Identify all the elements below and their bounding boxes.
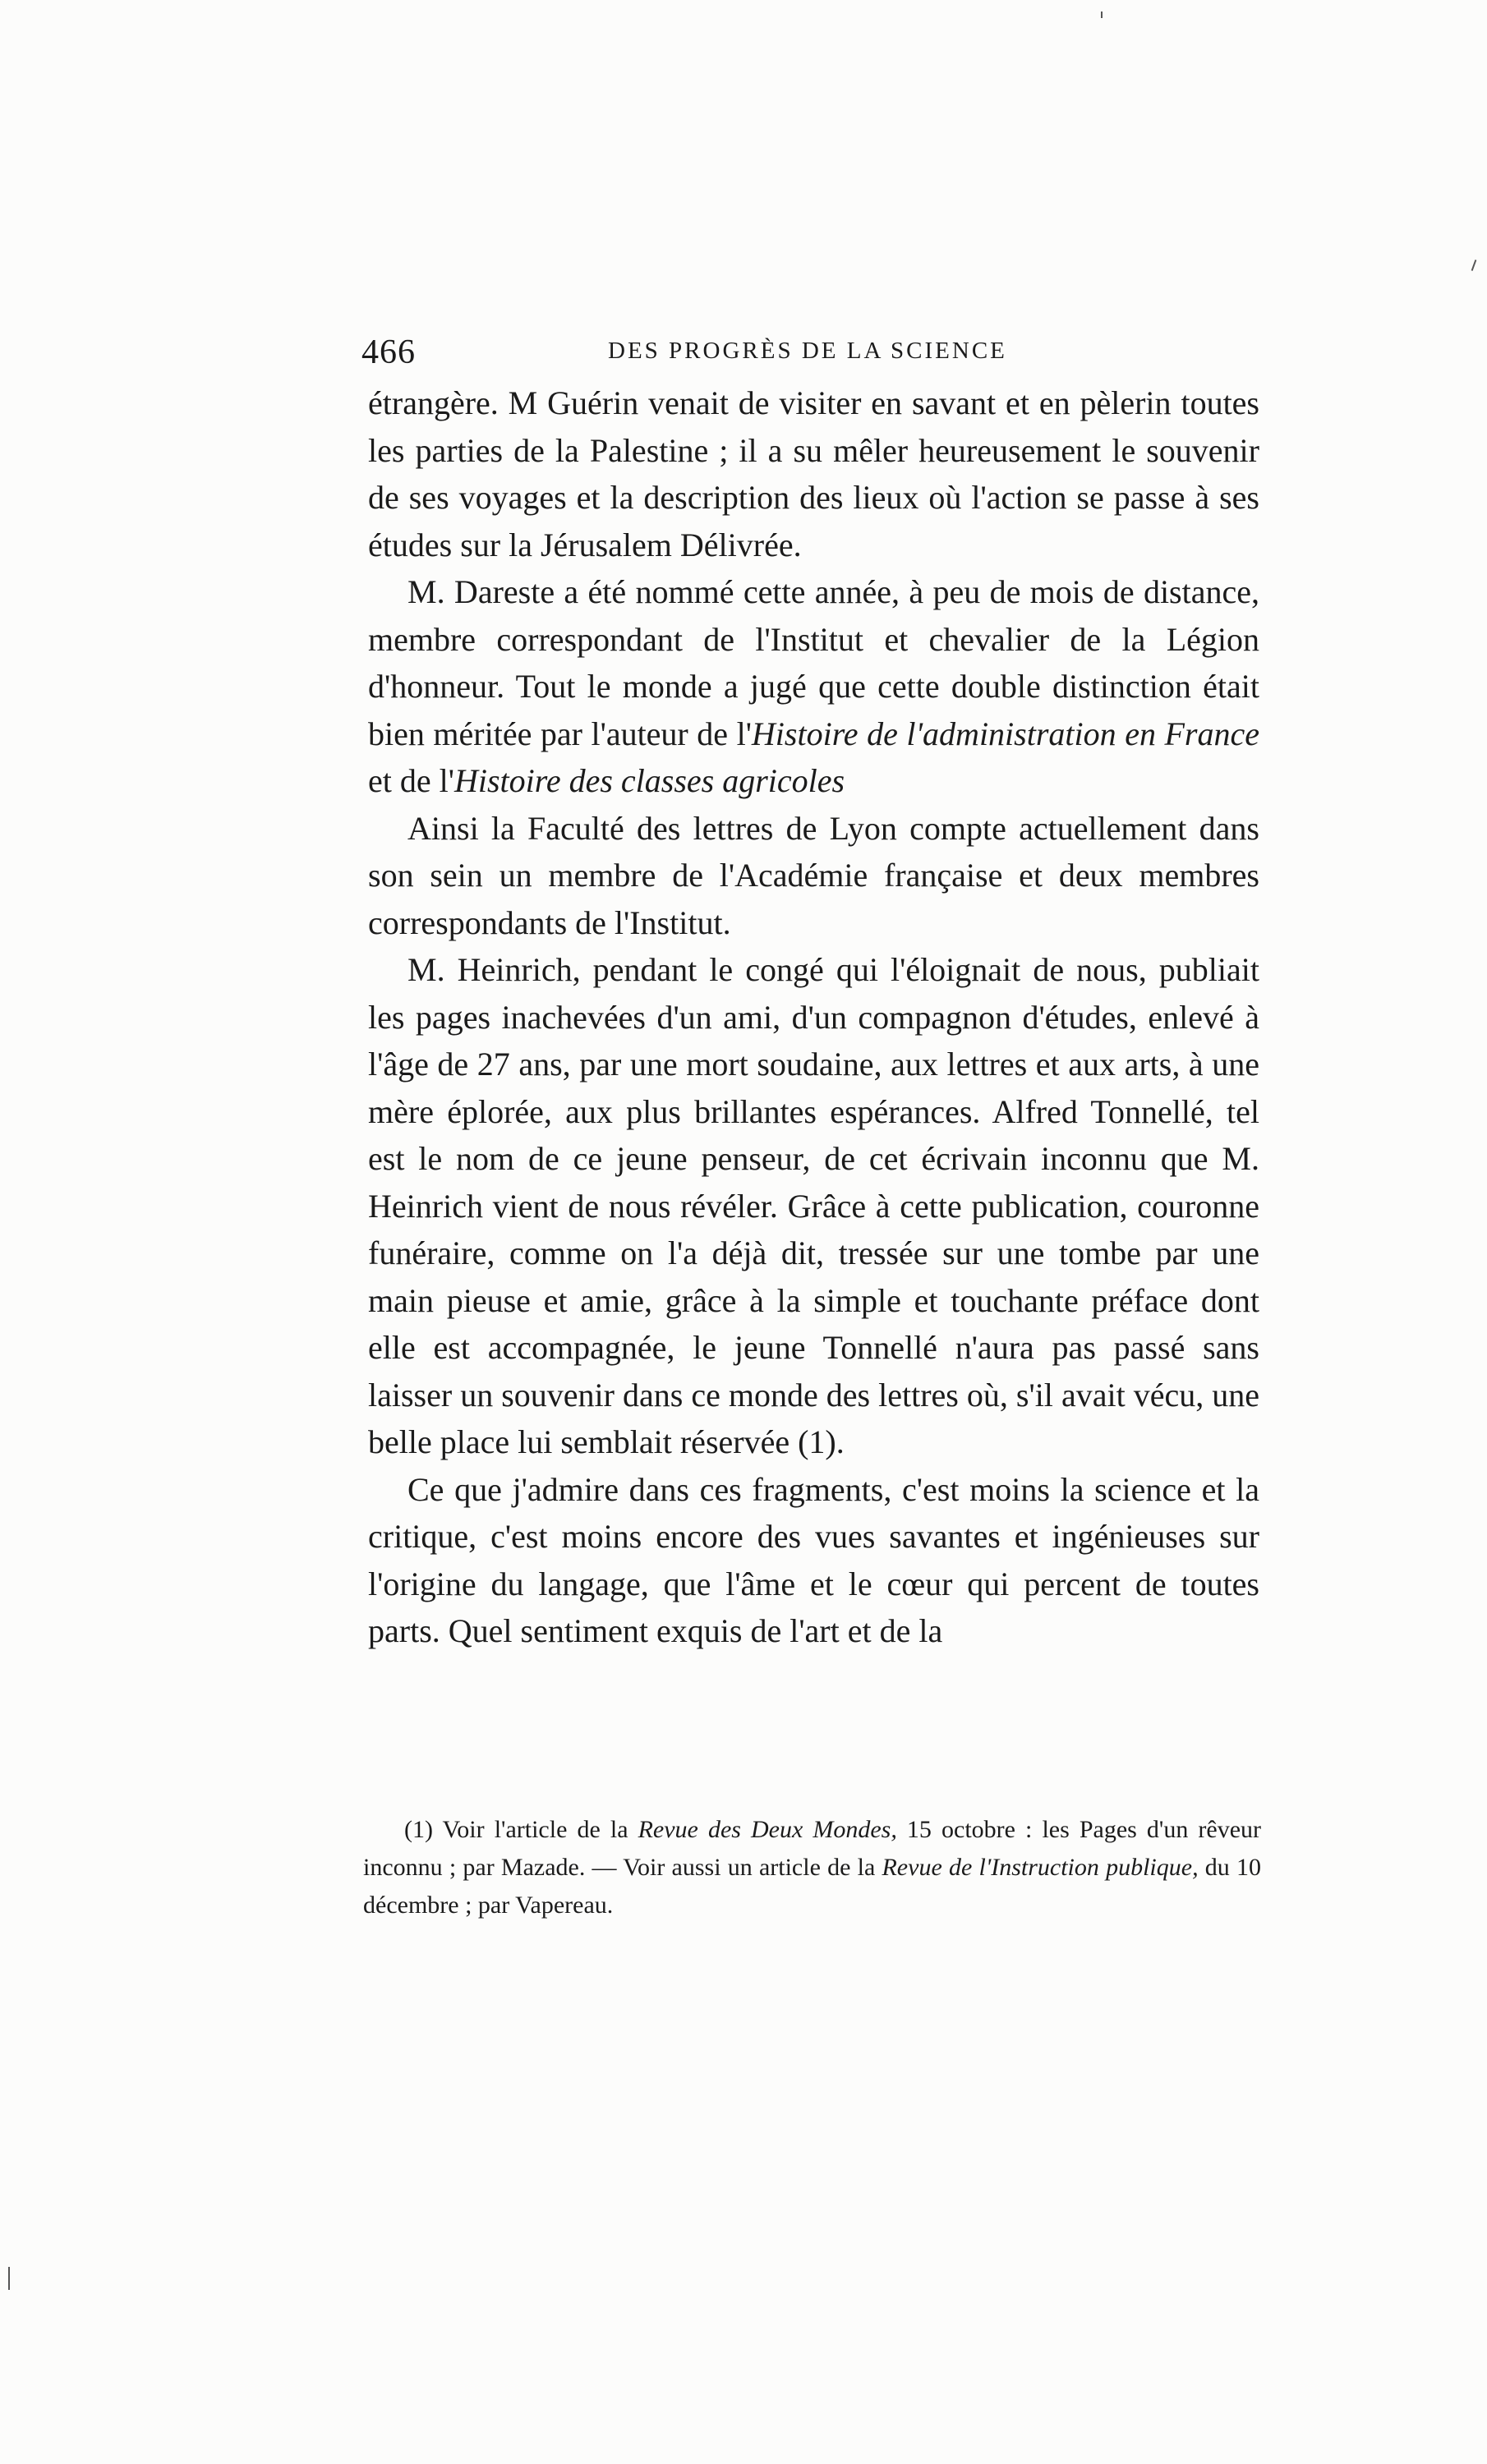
paragraph-1: étrangère. M Guérin venait de visiter en savant et en pèlerin toutes les parties de la Palestine ; il a su mêler heureusement le souvenir de ses voyages et la description des lieux où l'action se passe à ses études sur la Jérusalem Délivrée. — [368, 384, 1259, 563]
paragraph-3: Ainsi la Faculté des lettres de Lyon compte actuellement dans son sein un membre de l'Académie française et deux membres correspondants de l'Institut. — [368, 809, 1259, 941]
book-title-histoire-classes: Histoire des classes agricoles — [453, 762, 845, 799]
scan-mark-left — [8, 2267, 10, 2290]
paragraph-5: Ce que j'admire dans ces fragments, c'est moins la science et la critique, c'est moins encore des vues savantes et ingénieuses sur l'origine du langage, que l'âme et le cœur qui percent de toutes parts. Quel sentiment exquis de l'art et de la — [368, 1470, 1259, 1649]
footnote — [363, 1811, 1261, 1924]
footnote-text-c: du 10 décembre ; par Vapereau. — [363, 1854, 1262, 1919]
page-header — [361, 333, 1257, 382]
footnote-text-a: (1) Voir l'article de la — [404, 1816, 638, 1843]
paragraph-4: M. Heinrich, pendant le congé qui l'éloignait de nous, publiait les pages inachevées d'un ami, d'un compagnon d'études, enlevé à l'âge de 27 ans, par une mort soudaine, aux lettres et aux arts, à une mère éplorée, aux plus brillantes espérances. Alfred Tonnellé, tel est le nom de ce jeune penseur, de cet écrivain inconnu que M. Heinrich vient de nous révéler. Grâce à cette publication, couronne funéraire, comme on l'a déjà dit, tressée sur une tombe par une main pieuse et amie, grâce à la simple et touchante préface dont elle est accompagnée, le jeune Tonnellé n'aura pas passé sans laisser un souvenir dans ce monde des lettres où, s'il avait vécu, une belle place lui semblait réservée (1). — [368, 951, 1259, 1460]
footnote-revue-instruction: Revue de l'Instruction publique, — [882, 1854, 1199, 1881]
book-title-histoire-administration: Histoire de l'administration en France — [751, 715, 1259, 752]
footnote-revue-deux-mondes: Revue des Deux Mondes, — [638, 1816, 897, 1843]
paragraph-2-text-b: et de l' — [368, 762, 454, 799]
page-number: 466 — [361, 333, 416, 371]
running-title: DES PROGRÈS DE LA SCIENCE — [608, 338, 1007, 364]
body-text — [368, 379, 1259, 1655]
paragraph-2 — [368, 568, 1259, 805]
footnote-1 — [363, 1811, 1261, 1924]
footnote-text-b: 15 octobre : les Pages d'un rêveur inconnu ; par Mazade. — Voir aussi un article de la — [363, 1816, 1262, 1881]
scan-mark-right — [1471, 260, 1477, 271]
scan-mark-top — [1101, 11, 1103, 18]
paragraph-2-text-a: M. Dareste a été nommé cette année, à peu de mois de distance, membre correspondant de l'Institut et chevalier de la Légion d'honneur. Tout le monde a jugé que cette double distinction était bien méritée par l'auteur de l' — [368, 573, 1259, 752]
